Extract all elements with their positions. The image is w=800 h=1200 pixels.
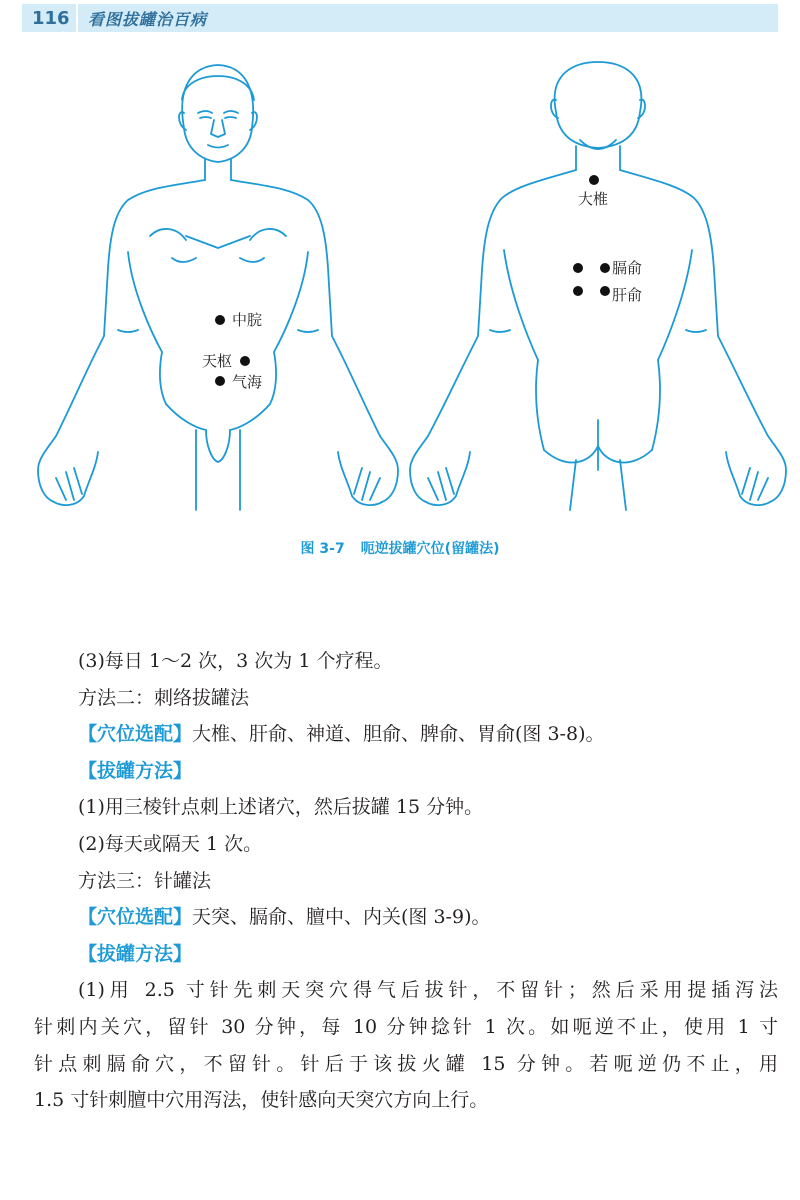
acupoint-dazhui-label: 大椎 [578, 190, 609, 208]
figure-title: 呃逆拔罐穴位(留罐法) [360, 541, 500, 557]
points-text: 天突、膈俞、膻中、内关(图 3-9)。 [192, 906, 491, 929]
acupoint-figure [0, 40, 800, 520]
page-header [22, 4, 778, 32]
points-text: 大椎、肝俞、神道、胆俞、脾俞、胃俞(图 3-8)。 [192, 723, 605, 746]
acupoint-tianshu-dot [240, 356, 250, 366]
front-body-outline [38, 65, 398, 510]
section-label-method: 【拔罐方法】 [78, 942, 193, 965]
back-body-outline [410, 62, 786, 510]
page-number: 116 [32, 7, 70, 29]
acupoint-qihai-label: 气海 [232, 373, 263, 391]
body-text [34, 643, 778, 1119]
text-line-step-1: (1)用三棱针点刺上述诸穴，然后拔罐 15 分钟。 [78, 796, 484, 819]
figure-number: 图 3-7 [300, 541, 345, 557]
text-line-item-3: (3)每日 1～2 次，3 次为 1 个疗程。 [78, 650, 393, 672]
paragraph-line: 1.5 寸针刺膻中穴用泻法，使针感向天突穴方向上行。 [34, 1089, 489, 1112]
acupoint-geshu-left-dot [573, 263, 583, 273]
text-line-method-3: 方法三：针罐法 [78, 869, 212, 892]
text-line-points-1 [34, 716, 778, 753]
body-diagram [0, 40, 800, 520]
section-label-method: 【拔罐方法】 [78, 759, 193, 782]
section-label-points: 【穴位选配】 [78, 723, 193, 746]
acupoint-ganshu-left-dot [573, 286, 583, 296]
acupoint-geshu-label: 膈俞 [612, 259, 643, 277]
book-title: 看图拔罐治百病 [88, 9, 208, 29]
acupoint-zhongwan-label: 中脘 [232, 311, 263, 329]
paragraph-line: 针点刺膈俞穴，不留针。针后于该拔火罐 15 分钟。若呃逆仍不止，用 [34, 1052, 778, 1075]
acupoint-dazhui-dot [589, 175, 599, 185]
acupoint-geshu-right-dot [600, 263, 610, 273]
acupoint-qihai-dot [215, 376, 225, 386]
text-line-points-2 [34, 899, 778, 936]
text-line-step-2: (2)每天或隔天 1 次。 [78, 832, 263, 855]
paragraph-line: (1)用 2.5 寸针先刺天突穴得气后拔针，不留针；然后采用提插泻法 [78, 979, 778, 1002]
section-label-points: 【穴位选配】 [78, 906, 193, 929]
text-line-method-2: 方法二：刺络拔罐法 [78, 686, 250, 709]
paragraph-line: 针刺内关穴，留针 30 分钟，每 10 分钟捻针 1 次。如呃逆不止，使用 1 寸 [34, 1015, 778, 1038]
figure-caption [0, 538, 800, 558]
acupoint-ganshu-label: 肝俞 [612, 286, 643, 304]
acupoint-tianshu-label: 天枢 [202, 352, 233, 370]
text-line-method-label-1 [34, 753, 778, 790]
text-line-method-label-2 [34, 936, 778, 973]
acupoint-zhongwan-dot [215, 315, 225, 325]
acupoint-ganshu-right-dot [600, 286, 610, 296]
header-separator [76, 4, 78, 32]
